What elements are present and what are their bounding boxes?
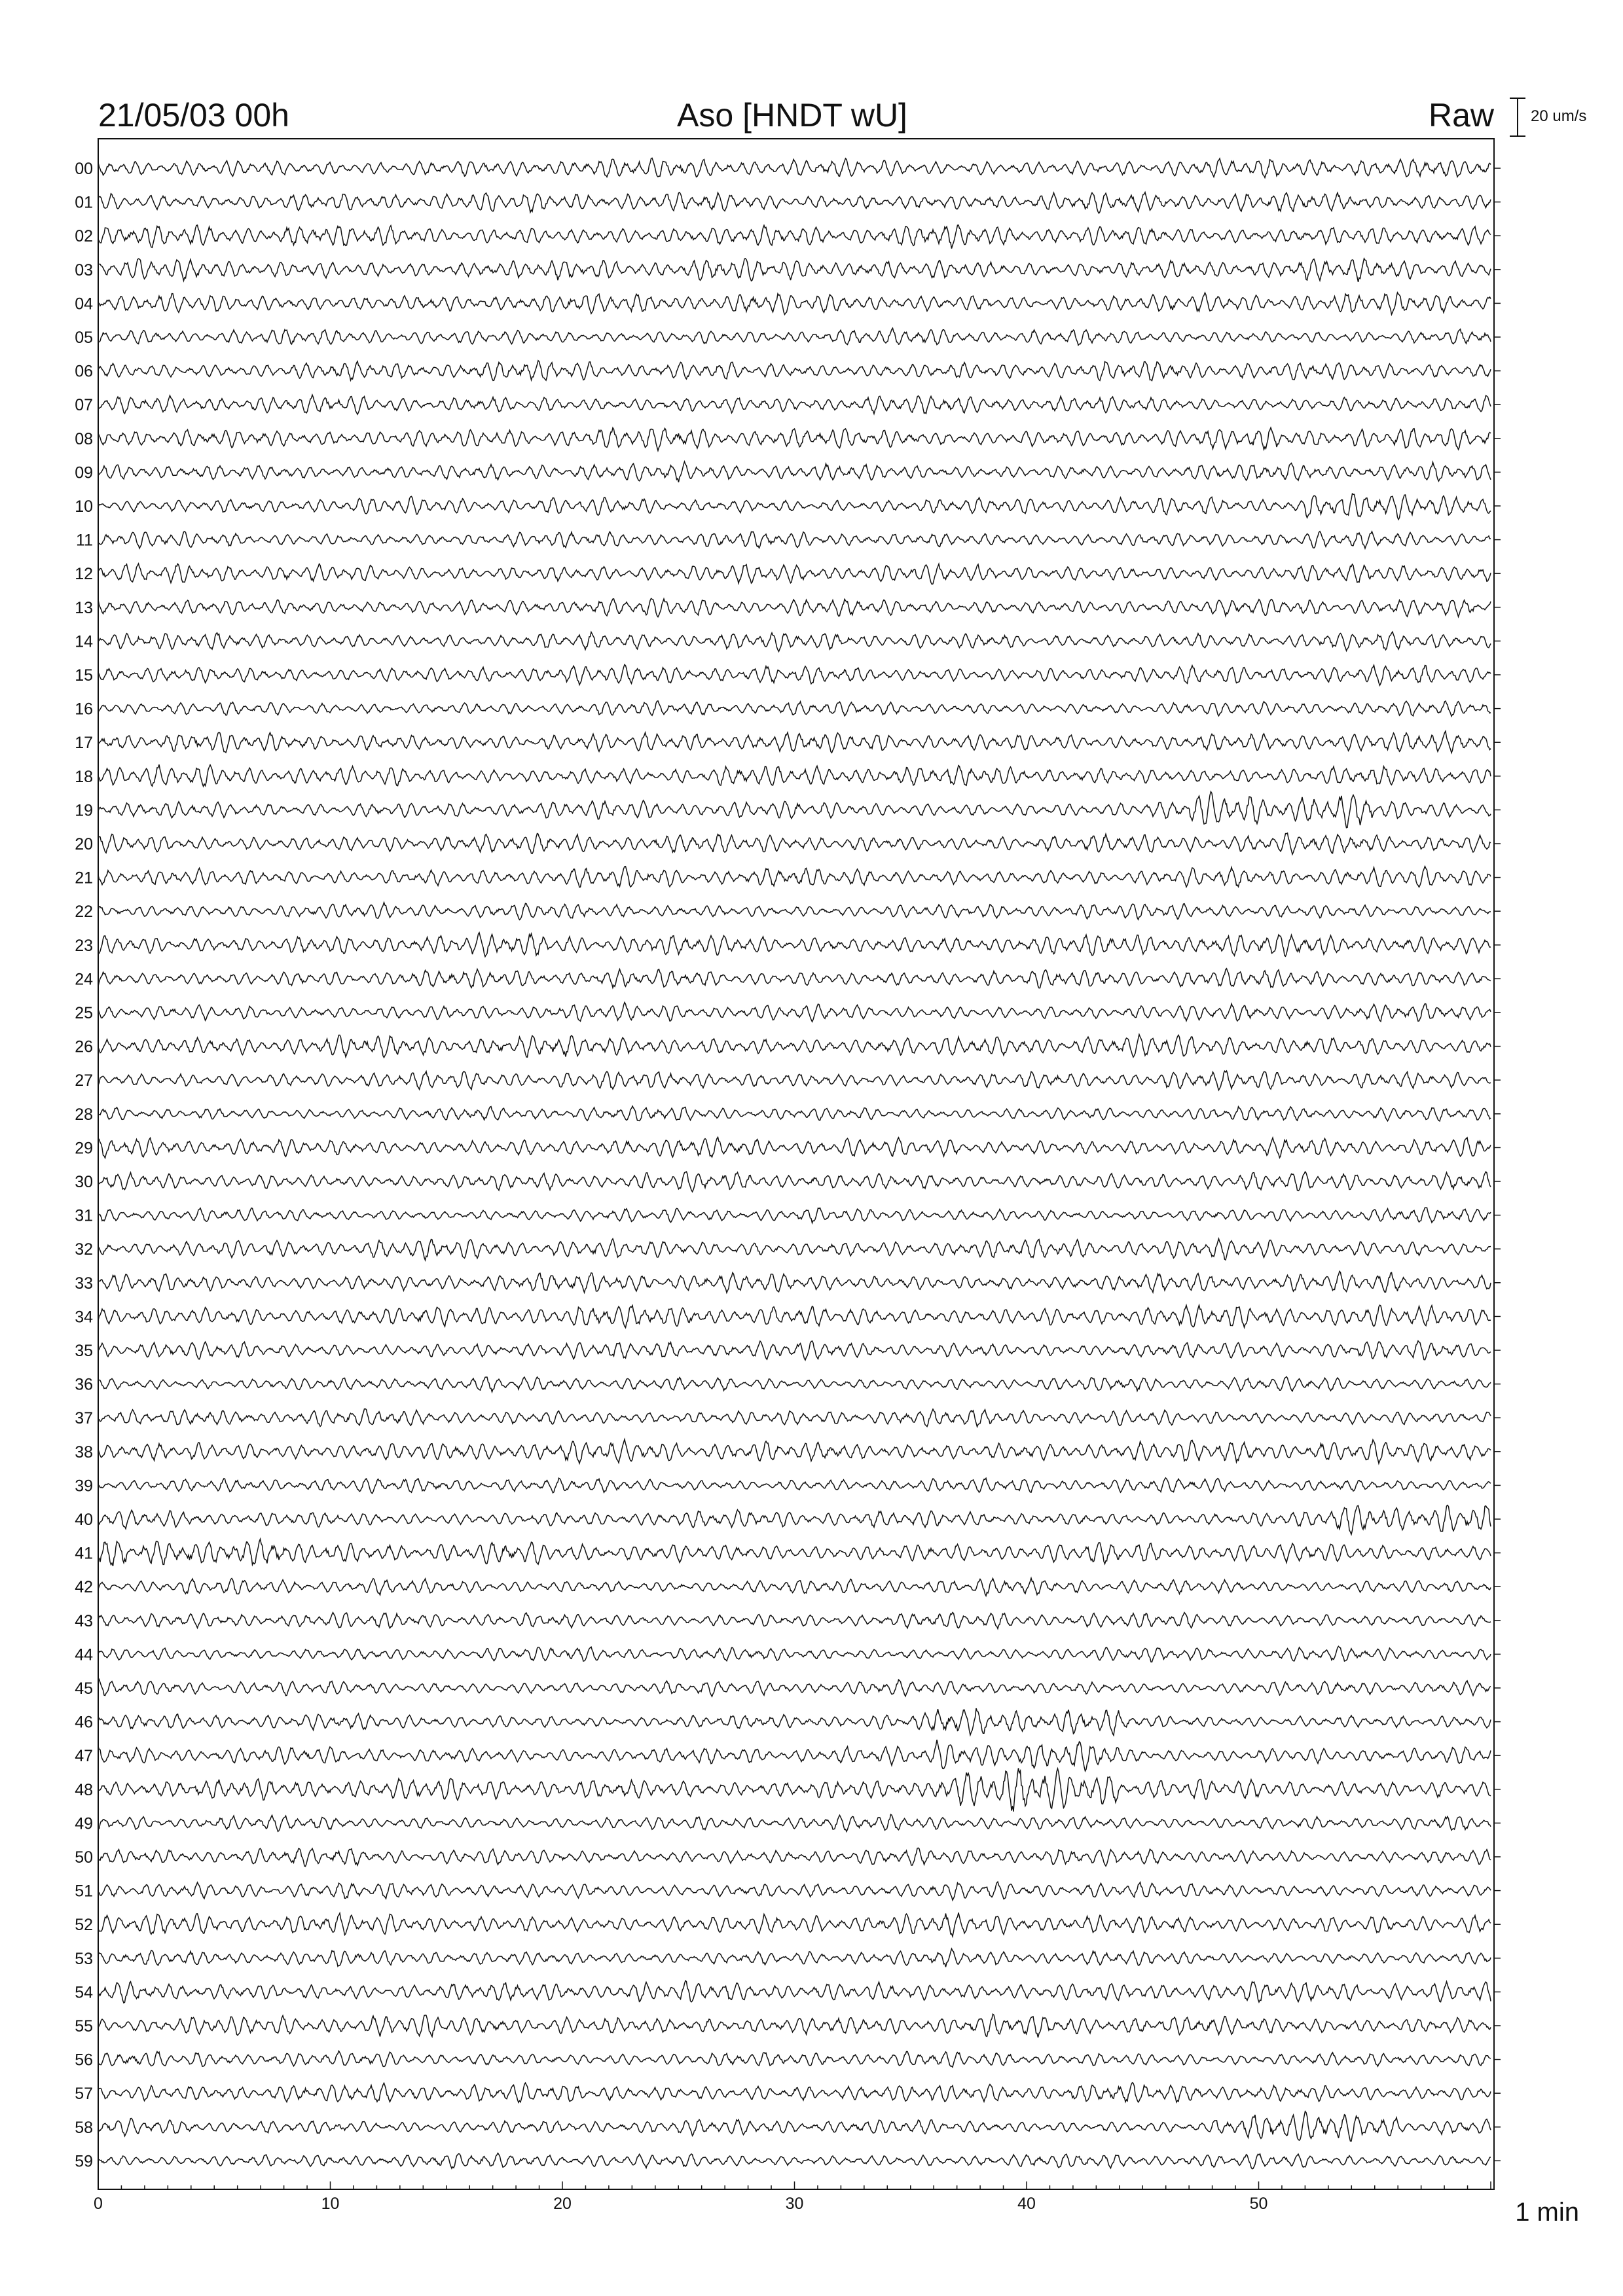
row-label: 25: [75, 1004, 93, 1022]
row-label: 54: [75, 1983, 93, 2002]
row-labels-group: [75, 160, 1501, 2170]
trace-line: [98, 1376, 1491, 1391]
trace-line: [98, 158, 1491, 177]
trace-line: [98, 1172, 1491, 1192]
x-tick-label: 10: [321, 2195, 340, 2213]
row-label: 26: [75, 1037, 93, 1056]
datetime-label: 21/05/03 00h: [98, 97, 289, 134]
trace-line: [98, 427, 1491, 450]
trace-line: [98, 2153, 1491, 2169]
row-label: 39: [75, 1477, 93, 1496]
row-label: 57: [75, 2085, 93, 2104]
row-label: 27: [75, 1071, 93, 1090]
trace-line: [98, 867, 1491, 888]
trace-line: [98, 969, 1491, 988]
row-label: 14: [75, 632, 93, 651]
trace-line: [98, 1239, 1491, 1261]
row-label: 37: [75, 1409, 93, 1428]
row-label: 10: [75, 497, 93, 516]
trace-line: [98, 1305, 1491, 1328]
row-label: 41: [75, 1544, 93, 1563]
row-label: 22: [75, 903, 93, 922]
row-label: 53: [75, 1949, 93, 1968]
trace-line: [98, 1341, 1491, 1360]
trace-line: [98, 1981, 1491, 2003]
row-label: 46: [75, 1713, 93, 1732]
trace-line: [98, 531, 1491, 548]
trace-line: [98, 395, 1491, 414]
traces-group: [98, 158, 1491, 2168]
x-tick-label: 0: [94, 2195, 103, 2213]
row-label: 44: [75, 1645, 93, 1664]
trace-line: [98, 632, 1491, 651]
row-label: 59: [75, 2152, 93, 2171]
trace-line: [98, 293, 1491, 315]
row-label: 13: [75, 598, 93, 617]
trace-line: [98, 192, 1491, 213]
row-label: 16: [75, 700, 93, 719]
row-label: 15: [75, 666, 93, 685]
row-label: 51: [75, 1882, 93, 1901]
trace-line: [98, 1138, 1491, 1158]
row-label: 45: [75, 1679, 93, 1698]
trace-line: [98, 461, 1491, 482]
row-label: 05: [75, 329, 93, 347]
trace-line: [98, 731, 1491, 753]
trace-line: [98, 564, 1491, 584]
trace-line: [98, 833, 1491, 855]
row-label: 12: [75, 565, 93, 584]
trace-line: [98, 933, 1491, 957]
trace-line: [98, 664, 1491, 685]
x-tick-label: 40: [1017, 2195, 1036, 2213]
row-label: 20: [75, 835, 93, 853]
row-label: 58: [75, 2118, 93, 2137]
trace-line: [98, 598, 1491, 617]
trace-line: [98, 792, 1491, 828]
row-label: 28: [75, 1105, 93, 1124]
row-label: 36: [75, 1375, 93, 1394]
row-label: 06: [75, 362, 93, 381]
row-label: 23: [75, 936, 93, 955]
row-label: 56: [75, 2051, 93, 2070]
trace-line: [98, 259, 1491, 282]
trace-line: [98, 1409, 1491, 1427]
trace-line: [98, 225, 1491, 249]
trace-line: [98, 1912, 1491, 1936]
trace-line: [98, 1003, 1491, 1022]
row-label: 32: [75, 1240, 93, 1259]
row-label: 33: [75, 1274, 93, 1293]
trace-line: [98, 1478, 1491, 1494]
trace-line: [98, 1505, 1491, 1535]
trace-line: [98, 1768, 1491, 1812]
row-label: 17: [75, 734, 93, 753]
row-label: 42: [75, 1578, 93, 1597]
row-label: 48: [75, 1780, 93, 1799]
trace-line: [98, 1613, 1491, 1629]
row-label: 35: [75, 1342, 93, 1360]
trace-line: [98, 1646, 1491, 1662]
trace-line: [98, 2111, 1491, 2142]
scale-bar-label: 20 um/s: [1531, 107, 1587, 125]
row-label: 02: [75, 227, 93, 246]
trace-line: [98, 1948, 1491, 1967]
row-label: 19: [75, 801, 93, 820]
trace-line: [98, 2051, 1491, 2068]
row-label: 11: [76, 531, 93, 550]
row-label: 01: [75, 193, 93, 212]
trace-line: [98, 1814, 1491, 1831]
trace-line: [98, 2014, 1491, 2037]
row-label: 18: [75, 767, 93, 786]
row-label: 49: [75, 1814, 93, 1833]
row-label: 43: [75, 1611, 93, 1630]
row-label: 29: [75, 1139, 93, 1158]
row-label: 00: [75, 160, 93, 178]
row-label: 50: [75, 1848, 93, 1867]
trace-line: [98, 328, 1491, 345]
trace-line: [98, 1106, 1491, 1121]
trace-line: [98, 701, 1491, 717]
row-label: 21: [75, 869, 93, 888]
trace-line: [98, 903, 1491, 920]
trace-line: [98, 2083, 1491, 2103]
trace-line: [98, 1439, 1491, 1463]
row-label: 24: [75, 970, 93, 989]
trace-line: [98, 1271, 1491, 1293]
x-tick-label: 30: [785, 2195, 804, 2213]
row-label: 40: [75, 1511, 93, 1529]
trace-line: [98, 1208, 1491, 1223]
row-label: 07: [75, 396, 93, 415]
row-label: 30: [75, 1173, 93, 1191]
x-tick-label: 20: [553, 2195, 572, 2213]
x-axis: [94, 2181, 1491, 2213]
trace-line: [98, 1740, 1491, 1771]
trace-line: [98, 1882, 1491, 1900]
row-label: 55: [75, 2017, 93, 2036]
row-label: 38: [75, 1443, 93, 1462]
plot-frame: [98, 139, 1494, 2189]
x-axis-unit-label: 1 min: [1515, 2198, 1579, 2227]
trace-line: [98, 1539, 1491, 1566]
row-label: 34: [75, 1308, 93, 1327]
station-title: Aso [HNDT wU]: [677, 97, 907, 134]
row-label: 47: [75, 1747, 93, 1766]
trace-line: [98, 1035, 1491, 1058]
mode-label: Raw: [1428, 97, 1494, 134]
row-label: 09: [75, 463, 93, 482]
scale-bar: [1510, 98, 1586, 136]
trace-line: [98, 1708, 1491, 1735]
trace-line: [98, 1848, 1491, 1866]
row-label: 31: [75, 1206, 93, 1225]
trace-line: [98, 764, 1491, 786]
trace-line: [98, 1578, 1491, 1596]
x-tick-label: 50: [1249, 2195, 1268, 2213]
row-label: 04: [75, 295, 93, 314]
trace-line: [98, 1679, 1491, 1696]
row-label: 08: [75, 429, 93, 448]
row-label: 03: [75, 260, 93, 279]
row-label: 52: [75, 1916, 93, 1935]
trace-line: [98, 493, 1491, 520]
trace-line: [98, 361, 1491, 381]
trace-line: [98, 1071, 1491, 1090]
